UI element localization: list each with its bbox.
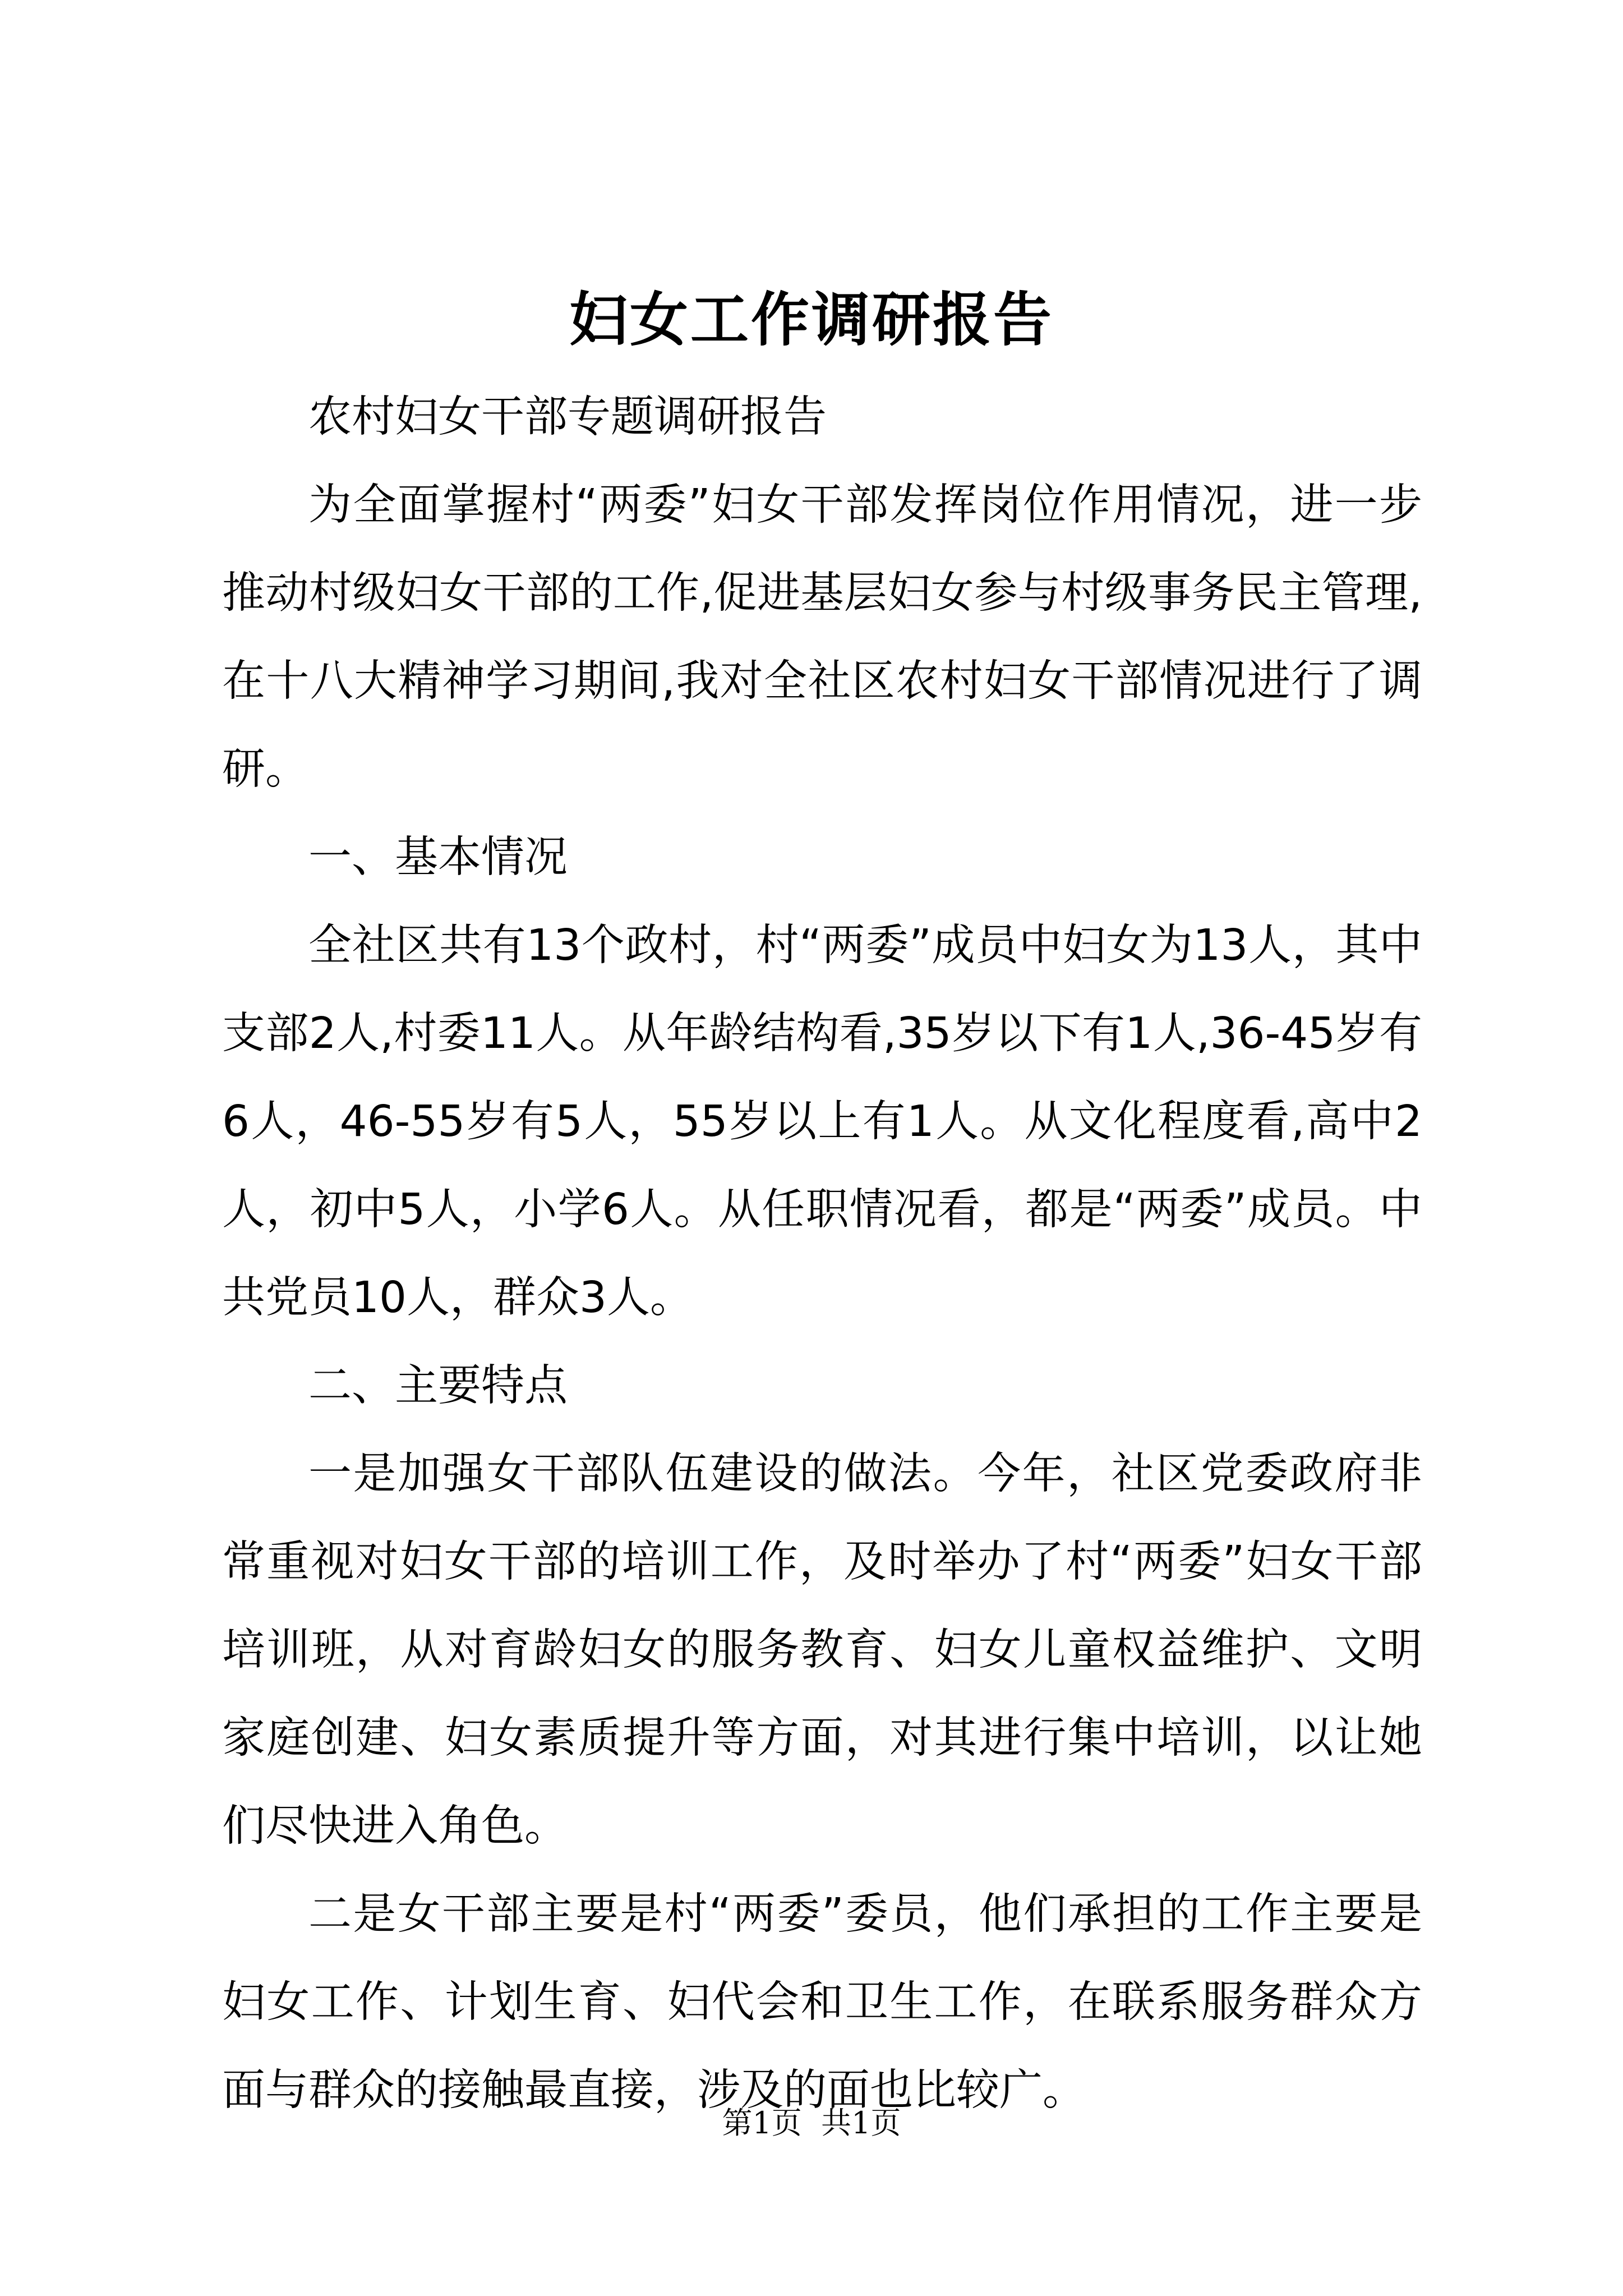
section-heading-basic: 一、基本情况 bbox=[308, 832, 568, 882]
section-heading-features: 二、主要特点 bbox=[308, 1361, 568, 1411]
basic-info-paragraph: 全社区共有13个政村，村“两委”成员中妇女为13人，其中支部2人,村委11人。从年龄结构看,35岁以下有1人,36-45岁有6人，46-55岁有5人，55岁以上有1人。从文化程度看,高中2人，初中5人，小学6人。从任职情况看，都是“两委”成员。中共党员10人，群众3人。 bbox=[222, 921, 1422, 1323]
subtitle-paragraph: 农村妇女干部专题调研报告 bbox=[308, 392, 827, 442]
intro-paragraph: 为全面掌握村“两委”妇女干部发挥岗位作用情况，进一步推动村级妇女干部的工作,促进基层妇女参与村级事务民主管理,在十八大精神学习期间,我对全社区农村妇女干部情况进行了调研。 bbox=[222, 480, 1422, 794]
page-number: 第1页 bbox=[722, 2105, 802, 2141]
page-total: 共1页 bbox=[821, 2105, 901, 2141]
page-footer bbox=[0, 2101, 1623, 2146]
document-title: 妇女工作调研报告 bbox=[569, 285, 1054, 354]
feature-paragraph-2: 二是女干部主要是村“两委”委员，他们承担的工作主要是妇女工作、计划生育、妇代会和卫生工作，在联系服务群众方面与群众的接触最直接，涉及的面也比较广。 bbox=[222, 1889, 1422, 2115]
feature-paragraph-1: 一是加强女干部队伍建设的做法。今年，社区党委政府非常重视对妇女干部的培训工作，及时举办了村“两委”妇女干部培训班，从对育龄妇女的服务教育、妇女儿童权益维护、文明家庭创建、妇女素质提升等方面，对其进行集中培训，以让她们尽快进入角色。 bbox=[222, 1449, 1422, 1851]
document-body bbox=[222, 373, 1422, 2134]
